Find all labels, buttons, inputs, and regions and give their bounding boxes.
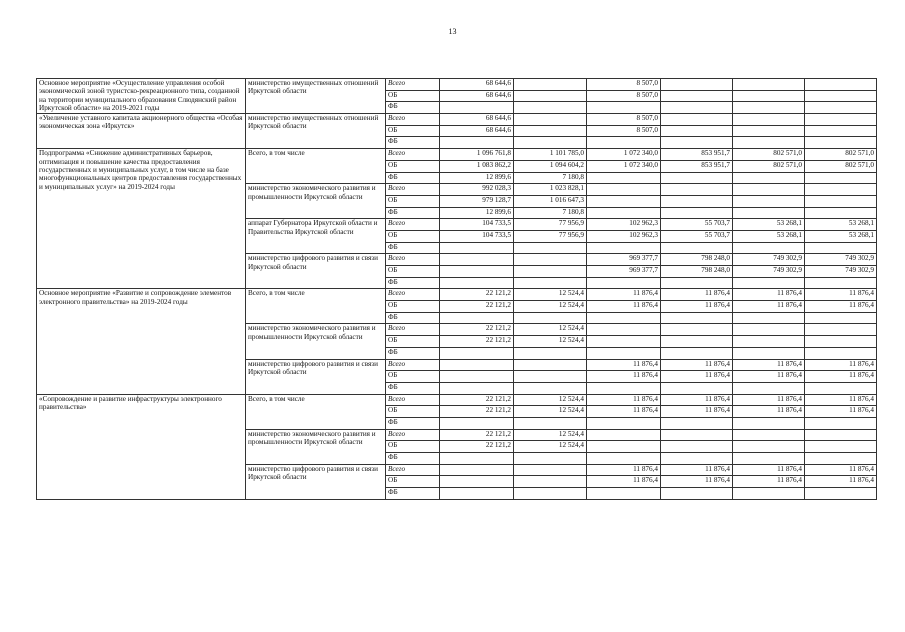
cell-executor: министерство экономического развития и промышленности Иркутской области [246,184,386,219]
cell-value-2023: 11 876,4 [733,289,805,301]
cell-value-2024: 749 302,9 [805,266,877,278]
cell-value-2023 [733,324,805,336]
cell-measure: «Увеличение уставного капитала акционерного общества «Особая экономическая зона «Иркутск» [37,114,246,149]
cell-funding-type: Всего [386,429,440,441]
cell-value-2019: 22 121,2 [440,336,514,348]
cell-value-2020 [514,242,587,254]
cell-value-2023 [733,184,805,196]
cell-value-2023 [733,207,805,219]
cell-value-2022: 11 876,4 [661,394,733,406]
cell-value-2022: 11 876,4 [661,476,733,488]
cell-value-2023 [733,242,805,254]
cell-value-2022 [661,137,733,149]
cell-value-2024 [805,277,877,289]
cell-value-2024 [805,324,877,336]
cell-value-2022 [661,417,733,429]
cell-value-2024: 11 876,4 [805,406,877,418]
cell-value-2021: 11 876,4 [587,289,661,301]
cell-value-2022 [661,277,733,289]
cell-value-2020: 12 524,4 [514,441,587,453]
cell-value-2024: 53 268,1 [805,230,877,242]
cell-value-2021: 102 962,3 [587,230,661,242]
cell-value-2019 [440,347,514,359]
cell-executor: аппарат Губернатора Иркутской области и Правительства Иркутской области [246,219,386,254]
cell-value-2019 [440,371,514,383]
cell-value-2021 [587,417,661,429]
cell-funding-type: ФБ [386,347,440,359]
cell-funding-type: ФБ [386,172,440,184]
cell-value-2021: 11 876,4 [587,359,661,371]
cell-value-2022 [661,382,733,394]
cell-value-2021: 11 876,4 [587,476,661,488]
cell-value-2022 [661,207,733,219]
cell-value-2023 [733,417,805,429]
cell-value-2020: 1 023 828,1 [514,184,587,196]
cell-value-2021 [587,277,661,289]
cell-value-2020 [514,114,587,126]
cell-executor: министерство экономического развития и промышленности Иркутской области [246,324,386,359]
cell-value-2024 [805,417,877,429]
cell-value-2019: 68 644,6 [440,79,514,91]
cell-value-2024: 53 268,1 [805,219,877,231]
cell-value-2021: 969 377,7 [587,266,661,278]
cell-value-2019 [440,359,514,371]
cell-value-2019 [440,102,514,114]
cell-value-2021 [587,324,661,336]
cell-value-2020 [514,266,587,278]
cell-value-2024 [805,125,877,137]
cell-value-2020 [514,382,587,394]
cell-value-2021 [587,312,661,324]
cell-executor: министерство имущественных отношений Иркутской области [246,79,386,114]
cell-value-2020 [514,417,587,429]
cell-value-2019 [440,464,514,476]
cell-value-2020 [514,488,587,500]
cell-value-2022 [661,79,733,91]
cell-value-2020: 77 956,9 [514,219,587,231]
cell-value-2022 [661,347,733,359]
cell-value-2019 [440,312,514,324]
cell-value-2019: 22 121,2 [440,324,514,336]
cell-value-2019: 104 733,5 [440,230,514,242]
cell-value-2019: 1 083 862,2 [440,160,514,172]
cell-value-2019: 68 644,6 [440,114,514,126]
cell-value-2022 [661,184,733,196]
cell-value-2024 [805,453,877,465]
cell-value-2021 [587,172,661,184]
cell-value-2024 [805,79,877,91]
cell-executor: министерство цифрового развития и связи Иркутской области [246,254,386,289]
cell-value-2020 [514,312,587,324]
cell-value-2023 [733,90,805,102]
cell-funding-type: ОБ [386,371,440,383]
cell-funding-type: ФБ [386,453,440,465]
cell-value-2022 [661,172,733,184]
cell-value-2024 [805,184,877,196]
cell-funding-type: ОБ [386,441,440,453]
cell-funding-type: ФБ [386,207,440,219]
cell-funding-type: Всего [386,114,440,126]
page-number: 13 [448,27,457,36]
cell-value-2021 [587,184,661,196]
cell-value-2022 [661,242,733,254]
cell-value-2019 [440,254,514,266]
cell-funding-type: Всего [386,149,440,161]
cell-value-2024: 802 571,0 [805,149,877,161]
cell-value-2019: 1 096 761,8 [440,149,514,161]
cell-value-2024 [805,429,877,441]
cell-value-2020 [514,453,587,465]
cell-value-2021: 11 876,4 [587,301,661,313]
cell-value-2022 [661,312,733,324]
cell-value-2021 [587,336,661,348]
cell-value-2020: 7 180,8 [514,207,587,219]
cell-value-2021 [587,207,661,219]
cell-value-2019: 992 028,3 [440,184,514,196]
cell-value-2019: 12 899,6 [440,172,514,184]
cell-executor: министерство имущественных отношений Иркутской области [246,114,386,149]
cell-value-2022 [661,336,733,348]
cell-value-2019: 68 644,6 [440,90,514,102]
cell-value-2023: 11 876,4 [733,394,805,406]
cell-value-2021: 11 876,4 [587,464,661,476]
table-row [37,394,877,406]
cell-value-2020: 12 524,4 [514,324,587,336]
cell-value-2021 [587,347,661,359]
cell-funding-type: ОБ [386,476,440,488]
cell-value-2024 [805,102,877,114]
table-row [37,289,877,301]
cell-funding-type: Всего [386,289,440,301]
cell-executor: министерство цифрового развития и связи Иркутской области [246,359,386,394]
cell-value-2023 [733,441,805,453]
cell-funding-type: ОБ [386,125,440,137]
cell-value-2020 [514,277,587,289]
cell-value-2023 [733,429,805,441]
cell-measure: «Сопровождение и развитие инфраструктуры электронного правительства» [37,394,246,499]
cell-value-2021 [587,195,661,207]
cell-value-2019 [440,266,514,278]
cell-value-2019 [440,453,514,465]
cell-value-2022 [661,90,733,102]
cell-value-2024: 11 876,4 [805,476,877,488]
cell-value-2020: 1 016 647,3 [514,195,587,207]
cell-value-2019: 22 121,2 [440,301,514,313]
cell-funding-type: ОБ [386,301,440,313]
cell-value-2023 [733,347,805,359]
cell-value-2019 [440,417,514,429]
cell-funding-type: ОБ [386,230,440,242]
cell-value-2021 [587,382,661,394]
cell-value-2019: 22 121,2 [440,289,514,301]
cell-value-2024 [805,382,877,394]
cell-value-2023: 11 876,4 [733,371,805,383]
cell-value-2022: 853 951,7 [661,160,733,172]
cell-value-2022 [661,441,733,453]
cell-value-2023 [733,312,805,324]
cell-value-2022 [661,324,733,336]
cell-funding-type: Всего [386,184,440,196]
cell-value-2021: 8 507,0 [587,79,661,91]
cell-value-2022 [661,102,733,114]
cell-executor: министерство цифрового развития и связи Иркутской области [246,464,386,499]
table-row [37,114,877,126]
cell-value-2020 [514,464,587,476]
cell-value-2021: 11 876,4 [587,371,661,383]
cell-measure: Основное мероприятие «Развитие и сопровождение элементов электронного правительства» на 2019-2024 годы [37,289,246,394]
cell-value-2024 [805,172,877,184]
cell-value-2024 [805,114,877,126]
cell-value-2024: 11 876,4 [805,464,877,476]
cell-value-2021: 1 072 340,0 [587,149,661,161]
cell-value-2019: 22 121,2 [440,429,514,441]
cell-value-2023 [733,336,805,348]
cell-funding-type: Всего [386,79,440,91]
cell-value-2021 [587,429,661,441]
cell-value-2022 [661,114,733,126]
cell-value-2019: 22 121,2 [440,394,514,406]
cell-value-2021 [587,242,661,254]
cell-value-2023 [733,195,805,207]
cell-value-2023 [733,137,805,149]
cell-funding-type: ОБ [386,195,440,207]
cell-value-2021: 1 072 340,0 [587,160,661,172]
cell-value-2022 [661,429,733,441]
cell-value-2019 [440,277,514,289]
cell-value-2022: 11 876,4 [661,359,733,371]
cell-value-2021: 8 507,0 [587,90,661,102]
cell-value-2020: 1 094 604,2 [514,160,587,172]
cell-value-2021: 8 507,0 [587,125,661,137]
cell-value-2024 [805,488,877,500]
cell-value-2024: 11 876,4 [805,371,877,383]
cell-value-2023: 11 876,4 [733,301,805,313]
cell-value-2022 [661,453,733,465]
cell-value-2020: 12 524,4 [514,429,587,441]
cell-executor: Всего, в том числе [246,149,386,184]
cell-value-2022: 798 248,0 [661,254,733,266]
cell-value-2020: 12 524,4 [514,394,587,406]
cell-value-2023 [733,114,805,126]
cell-value-2019: 12 899,6 [440,207,514,219]
cell-funding-type: ОБ [386,160,440,172]
cell-value-2023: 802 571,0 [733,160,805,172]
cell-value-2023: 11 876,4 [733,406,805,418]
cell-value-2021 [587,441,661,453]
cell-value-2022 [661,488,733,500]
cell-funding-type: Всего [386,219,440,231]
cell-value-2019: 979 128,7 [440,195,514,207]
cell-executor: Всего, в том числе [246,289,386,324]
cell-value-2020: 77 956,9 [514,230,587,242]
cell-value-2022: 55 703,7 [661,219,733,231]
cell-funding-type: ФБ [386,277,440,289]
table-row [37,149,877,161]
cell-value-2024 [805,242,877,254]
cell-value-2020: 12 524,4 [514,301,587,313]
cell-value-2022: 798 248,0 [661,266,733,278]
cell-funding-type: ФБ [386,102,440,114]
cell-funding-type: ФБ [386,137,440,149]
cell-value-2022: 11 876,4 [661,301,733,313]
cell-value-2024: 11 876,4 [805,394,877,406]
cell-value-2024 [805,312,877,324]
cell-value-2024 [805,137,877,149]
cell-value-2024: 11 876,4 [805,359,877,371]
cell-value-2020: 1 101 785,0 [514,149,587,161]
cell-value-2023: 749 302,9 [733,254,805,266]
cell-value-2021 [587,137,661,149]
cell-value-2022 [661,125,733,137]
table-row [37,79,877,91]
cell-value-2023: 11 876,4 [733,464,805,476]
cell-value-2019 [440,476,514,488]
cell-value-2019: 104 733,5 [440,219,514,231]
cell-value-2020 [514,371,587,383]
cell-value-2024 [805,336,877,348]
cell-funding-type: Всего [386,359,440,371]
cell-value-2024 [805,90,877,102]
cell-value-2020 [514,90,587,102]
cell-funding-type: ОБ [386,266,440,278]
cell-value-2021: 102 962,3 [587,219,661,231]
cell-funding-type: ФБ [386,417,440,429]
cell-funding-type: ФБ [386,242,440,254]
cell-value-2021 [587,453,661,465]
cell-value-2024 [805,441,877,453]
cell-value-2020 [514,359,587,371]
cell-value-2021 [587,102,661,114]
cell-value-2022: 853 951,7 [661,149,733,161]
cell-value-2019 [440,242,514,254]
cell-value-2020 [514,79,587,91]
cell-funding-type: Всего [386,254,440,266]
cell-value-2022: 55 703,7 [661,230,733,242]
cell-value-2021 [587,488,661,500]
cell-value-2020: 12 524,4 [514,289,587,301]
cell-value-2022: 11 876,4 [661,371,733,383]
cell-value-2023 [733,172,805,184]
cell-value-2023: 802 571,0 [733,149,805,161]
cell-value-2019 [440,488,514,500]
cell-value-2023: 11 876,4 [733,476,805,488]
cell-value-2023: 53 268,1 [733,219,805,231]
budget-table [36,78,877,500]
cell-value-2023: 53 268,1 [733,230,805,242]
cell-value-2023 [733,125,805,137]
cell-value-2024 [805,347,877,359]
cell-value-2019: 68 644,6 [440,125,514,137]
cell-value-2023 [733,453,805,465]
cell-value-2023 [733,79,805,91]
cell-value-2022 [661,195,733,207]
cell-value-2020 [514,254,587,266]
cell-measure: Подпрограмма «Снижение административных барьеров, оптимизация и повышение качества предоставления государственных и муниципальных услуг, в том числе на базе многофункциональных центров предоставления государственных и муниципальных услуг» на 2019-2024 годы [37,149,246,289]
cell-value-2020 [514,125,587,137]
cell-funding-type: ОБ [386,406,440,418]
cell-value-2019 [440,382,514,394]
cell-value-2020: 7 180,8 [514,172,587,184]
cell-value-2024: 11 876,4 [805,289,877,301]
cell-value-2021: 969 377,7 [587,254,661,266]
cell-value-2022: 11 876,4 [661,289,733,301]
cell-value-2023 [733,277,805,289]
cell-executor: министерство экономического развития и промышленности Иркутской области [246,429,386,464]
cell-value-2023 [733,102,805,114]
cell-value-2021: 11 876,4 [587,406,661,418]
cell-value-2019: 22 121,2 [440,406,514,418]
cell-value-2021: 8 507,0 [587,114,661,126]
cell-value-2020: 12 524,4 [514,406,587,418]
cell-value-2019: 22 121,2 [440,441,514,453]
cell-value-2020 [514,347,587,359]
cell-value-2023 [733,382,805,394]
cell-funding-type: Всего [386,324,440,336]
cell-funding-type: ФБ [386,312,440,324]
cell-executor: Всего, в том числе [246,394,386,429]
cell-value-2023: 11 876,4 [733,359,805,371]
cell-value-2024: 11 876,4 [805,301,877,313]
cell-measure: Основное мероприятие «Осуществление управления особой экономической зоной туристско-рекреационного типа, созданной на территории муниципального образования Слюдянский район Иркутской области» на 2019-2021 годы [37,79,246,114]
cell-funding-type: ФБ [386,382,440,394]
cell-value-2023 [733,488,805,500]
cell-value-2021: 11 876,4 [587,394,661,406]
cell-value-2020 [514,137,587,149]
cell-value-2020: 12 524,4 [514,336,587,348]
cell-value-2024: 802 571,0 [805,160,877,172]
cell-value-2024: 749 302,9 [805,254,877,266]
cell-value-2020 [514,102,587,114]
cell-funding-type: Всего [386,394,440,406]
cell-value-2022: 11 876,4 [661,464,733,476]
cell-funding-type: ОБ [386,90,440,102]
cell-funding-type: ОБ [386,336,440,348]
cell-value-2023: 749 302,9 [733,266,805,278]
cell-value-2024 [805,195,877,207]
cell-value-2019 [440,137,514,149]
cell-value-2022: 11 876,4 [661,406,733,418]
cell-funding-type: ФБ [386,488,440,500]
cell-value-2020 [514,476,587,488]
cell-value-2024 [805,207,877,219]
cell-funding-type: Всего [386,464,440,476]
